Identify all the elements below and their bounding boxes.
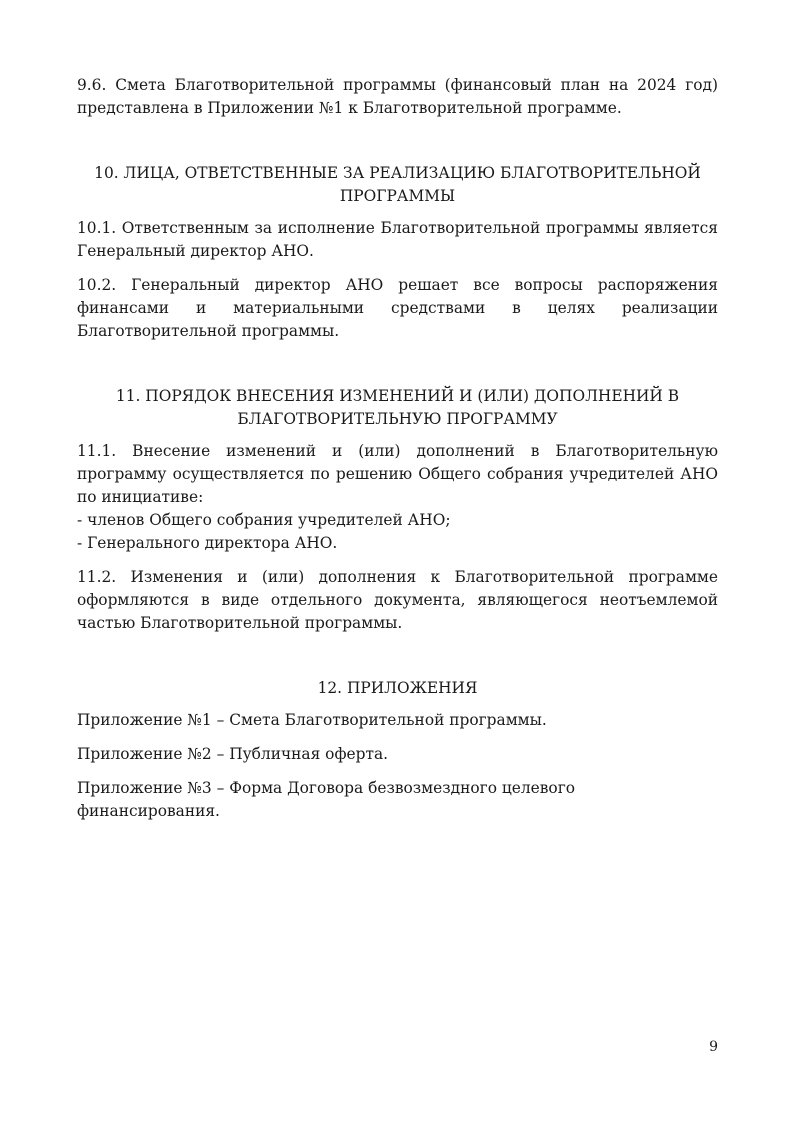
appendix-item-2: Приложение №2 – Публичная оферта.	[77, 745, 389, 763]
document-page	[77, 74, 718, 823]
page-number: 9	[709, 1039, 718, 1055]
list-item: - членов Общего собрания учредителей АНО;	[77, 511, 451, 529]
paragraph-10-2: 10.2. Генеральный директор АНО решает все вопросы распоряжения финансами и материальными средствами в целях реализации Благотворительной программы.	[77, 276, 718, 340]
paragraph-11-1	[77, 440, 718, 555]
section-10-heading	[77, 162, 718, 208]
list-item: - Генерального директора АНО.	[77, 534, 338, 552]
paragraph-10-1: 10.1. Ответственным за исполнение Благотворительной программы является Генеральный директор АНО.	[77, 219, 718, 260]
paragraph-11-2: 11.2. Изменения и (или) дополнения к Благотворительной программе оформляются в виде отдельного документа, являющегося неотъемлемой частью Благотворительной программы.	[77, 568, 718, 632]
paragraph-9-6: 9.6. Смета Благотворительной программы (финансовый план на 2024 год) представлена в Приложении №1 к Благотворительной программе.	[77, 76, 718, 117]
appendix-item-1: Приложение №1 – Смета Благотворительной программы.	[77, 711, 547, 729]
section-11-heading-line-1: 11. ПОРЯДОК ВНЕСЕНИЯ ИЗМЕНЕНИЙ И (ИЛИ) ДОПОЛНЕНИЙ В	[115, 387, 680, 405]
section-10-heading-line-1: 10. ЛИЦА, ОТВЕТСТВЕННЫЕ ЗА РЕАЛИЗАЦИЮ БЛАГОТВОРИТЕЛЬНОЙ	[94, 164, 701, 182]
section-10-heading-line-2: ПРОГРАММЫ	[339, 187, 456, 205]
section-11-heading-line-2: БЛАГОТВОРИТЕЛЬНУЮ ПРОГРАММУ	[237, 410, 558, 428]
section-11-heading	[77, 385, 718, 431]
section-12-heading: 12. ПРИЛОЖЕНИЯ	[317, 679, 478, 697]
appendix-item-3: Приложение №3 – Форма Договора безвозмездного целевого финансирования.	[77, 779, 576, 820]
paragraph-11-1-text: 11.1. Внесение изменений и (или) дополнений в Благотворительную программу осуществляется по решению Общего собрания учредителей АНО по инициативе:	[77, 442, 718, 506]
